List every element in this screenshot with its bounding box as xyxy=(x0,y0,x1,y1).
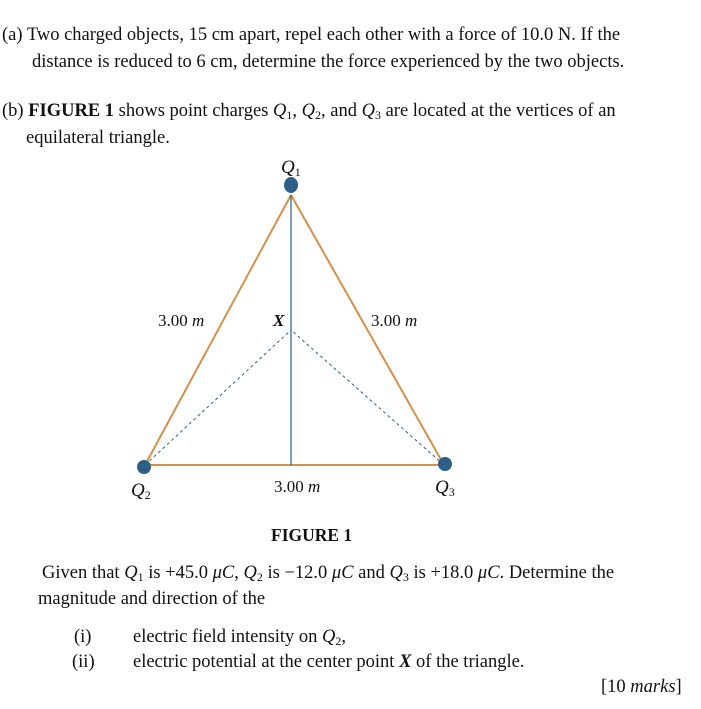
question-ii-number: (ii) xyxy=(72,652,95,672)
side-right-length: 3.00 m xyxy=(371,311,418,330)
question-ii-text: electric potential at the center point X of the triangle. xyxy=(133,652,525,672)
marks-label: [10 marks] xyxy=(601,677,682,697)
part-b-line2: equilateral triangle. xyxy=(26,128,170,148)
part-a-line2: distance is reduced to 6 cm, determine the force experienced by the two objects. xyxy=(32,52,625,72)
part-b-line1: (b) FIGURE 1 shows point charges $Q_1$, $Q_2$, and $Q_3$ are located at the vertices of an xyxy=(2,101,616,122)
figure-reference: FIGURE 1 xyxy=(28,101,115,121)
charge-q2-inline: $Q_2$ xyxy=(301,101,321,122)
q1-value: +45.0 μC xyxy=(165,563,235,583)
question-i-number: (i) xyxy=(74,627,92,647)
side-bottom-length: 3.00 m xyxy=(274,477,321,496)
charge-q3-dot xyxy=(438,457,452,471)
side-left-length: 3.00 m xyxy=(158,311,205,330)
part-b-text1: shows point charges xyxy=(118,101,269,121)
charge-q1-inline: $Q_1$ xyxy=(272,101,293,122)
charge-q2-dot xyxy=(137,460,151,474)
part-b-and: and xyxy=(330,101,357,121)
part-b-text-tail: are located at the vertices of an xyxy=(385,101,616,121)
given-line1: Given that $Q_1$ is +45.0 μC, $Q_2$ is −12.0 μC and $Q_3$ is +18.0 μC. Determine the xyxy=(42,563,615,584)
part-b-marker: (b) xyxy=(2,101,24,121)
figure-label-q3: $Q_3$ xyxy=(435,477,455,499)
part-a-marker: (a) xyxy=(2,25,23,45)
figure-caption: FIGURE 1 xyxy=(271,525,353,545)
dashed-line-q2-x xyxy=(145,330,291,465)
dashed-line-q3-x xyxy=(291,330,444,465)
charge-q3-inline: $Q_3$ xyxy=(361,101,381,122)
center-point-label: X xyxy=(273,311,285,330)
figure-label-q1: $Q_1$ xyxy=(281,157,301,179)
q3-value: +18.0 μC xyxy=(430,563,500,583)
triangle-side-right xyxy=(291,195,444,465)
part-a-text1: Two charged objects, 15 cm apart, repel each other with a force of 10.0 N. If the xyxy=(26,25,621,45)
q2-value: −12.0 μC xyxy=(284,563,354,583)
question-i-text: electric field intensity on $Q_2$, xyxy=(133,627,347,648)
given-line2: magnitude and direction of the xyxy=(38,589,266,609)
figure-label-q2: $Q_2$ xyxy=(131,480,151,502)
